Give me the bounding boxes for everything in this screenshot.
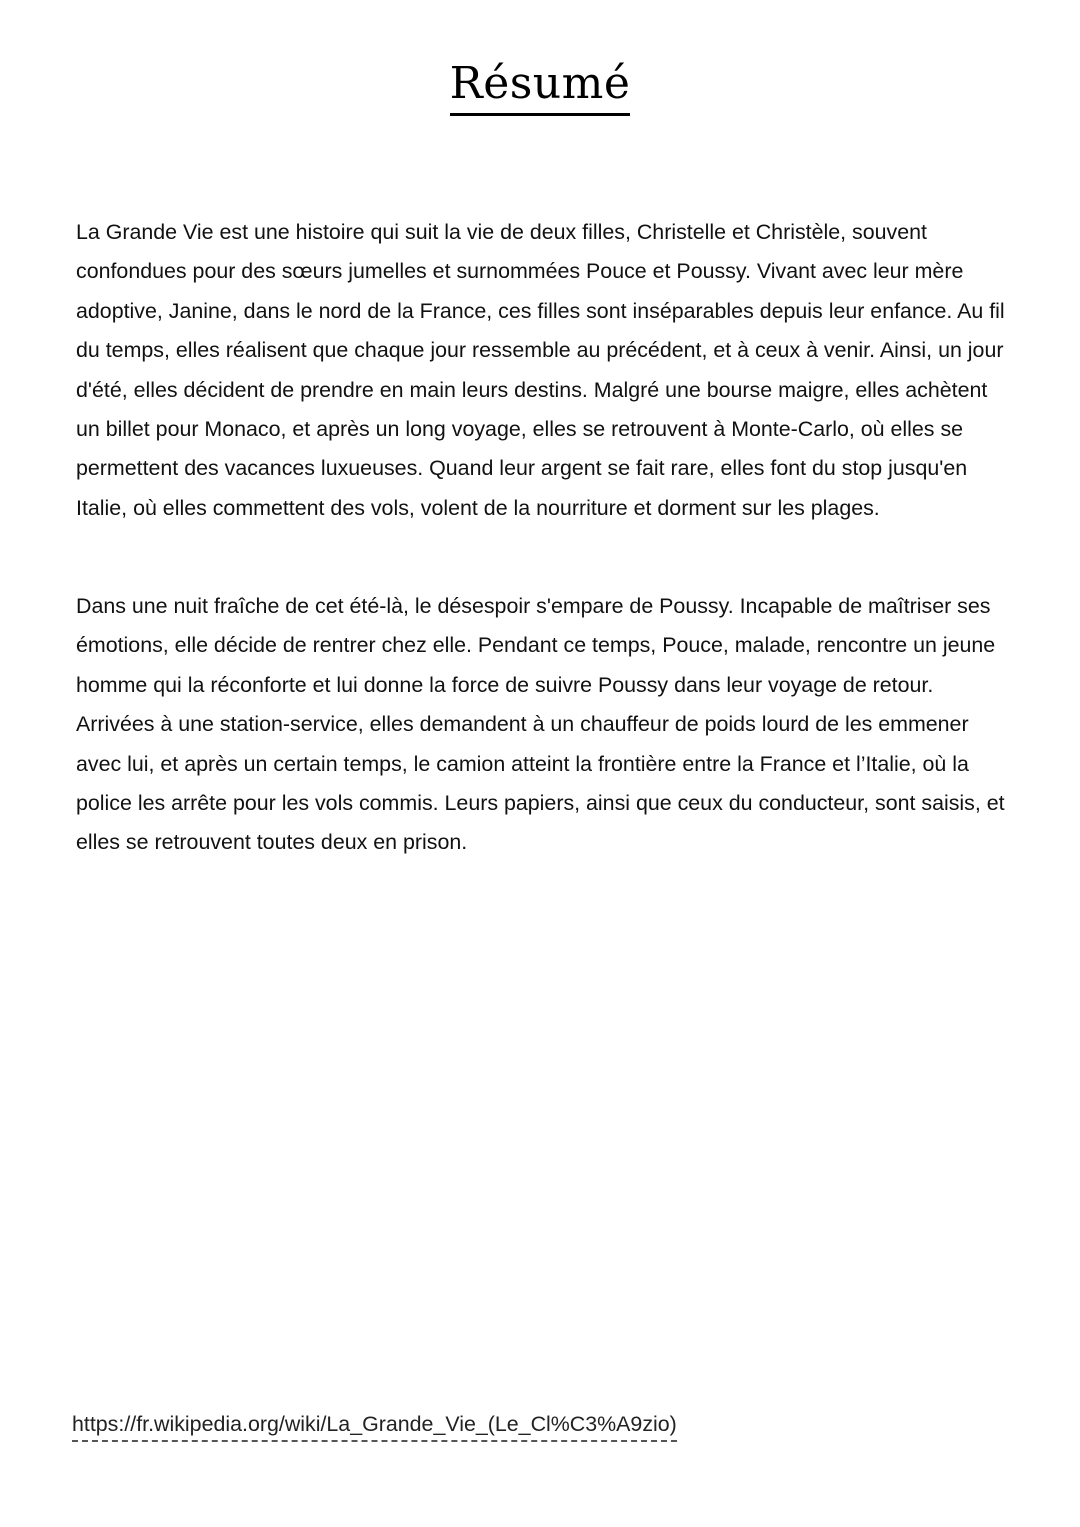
page-title: [0, 55, 1080, 116]
summary-paragraph-1: La Grande Vie est une histoire qui suit la vie de deux filles, Christelle et Christèle, souvent confondues pour des sœurs jumelles et surnommées Pouce et Poussy. Vivant avec leur mère adoptive, Janine, dans le nord de la France, ces filles sont inséparables depuis leur enfance. Au fil du temps, elles réalisent que chaque jour ressemble au précédent, et à ceux à venir. Ainsi, un jour d'été, elles décident de prendre en main leurs destins. Malgré une bourse maigre, elles achètent un billet pour Monaco, et après un long voyage, elles se retrouvent à Monte-Carlo, où elles se permettent des vacances luxueuses. Quand leur argent se fait rare, elles font du stop jusqu'en Italie, où elles commettent des vols, volent de la nourriture et dorment sur les plages.: [76, 220, 1005, 520]
source-link[interactable]: https://fr.wikipedia.org/wiki/La_Grande_Vie_(Le_Cl%C3%A9zio): [72, 1409, 677, 1442]
page-title-text: Résumé: [450, 55, 631, 116]
summary-paragraph-2: Dans une nuit fraîche de cet été-là, le désespoir s'empare de Poussy. Incapable de maîtriser ses émotions, elle décide de rentrer chez elle. Pendant ce temps, Pouce, malade, rencontre un jeune homme qui la réconforte et lui donne la force de suivre Poussy dans leur voyage de retour. Arrivées à une station-service, elles demandent à un chauffeur de poids lourd de les emmener avec lui, et après un certain temps, le camion atteint la frontière entre la France et l’Italie, où la police les arrête pour les vols commis. Leurs papiers, ainsi que ceux du conducteur, sont saisis, et elles se retrouvent toutes deux en prison.: [76, 594, 1005, 855]
